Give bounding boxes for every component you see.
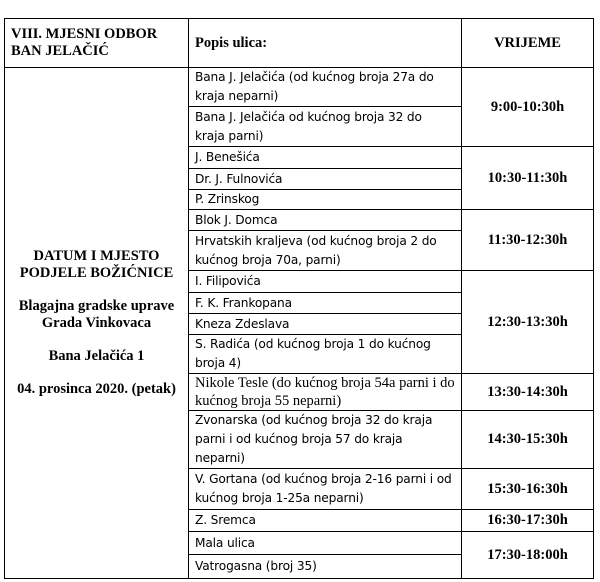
- street-cell: Vatrogasna (broj 35): [189, 555, 462, 579]
- time-cell: 16:30-17:30h: [462, 510, 594, 532]
- streets-header: Popis ulica:: [189, 19, 462, 68]
- street-cell: Bana J. Jelačića od kućnog broja 32 do kraja parni): [189, 107, 462, 147]
- street-cell: F. K. Frankopana: [189, 293, 462, 314]
- time-cell: 17:30-18:00h: [462, 532, 594, 579]
- header-row: [5, 19, 594, 68]
- table-row: [5, 68, 594, 107]
- street-cell: V. Gortana (od kućnog broja 2-16 parni i od kućnog broja 1-25a neparni): [189, 469, 462, 510]
- street-cell: P. Zrinskog: [189, 190, 462, 210]
- time-header: VRIJEME: [462, 19, 594, 68]
- info-address: Bana Jelačića 1: [48, 348, 145, 364]
- street-cell: S. Radića (od kućnog broja 1 do kućnog broja 4): [189, 335, 462, 374]
- info-date: 04. prosinca 2020. (petak): [17, 381, 176, 397]
- street-cell: Mala ulica: [189, 532, 462, 555]
- street-cell: J. Benešića: [189, 147, 462, 169]
- street-cell: Bana J. Jelačića (od kućnog broja 27a do kraja neparni): [189, 68, 462, 107]
- street-cell: I. Filipovića: [189, 271, 462, 293]
- distribution-info-cell: [5, 68, 189, 579]
- street-cell: Blok J. Domca: [189, 210, 462, 231]
- info-title: DATUM I MJESTO PODJELE BOŽIĆNICE: [19, 248, 174, 281]
- time-cell: 15:30-16:30h: [462, 469, 594, 510]
- street-cell: Kneza Zdeslava: [189, 314, 462, 335]
- time-cell: 9:00-10:30h: [462, 68, 594, 147]
- street-cell: Dr. J. Fulnovića: [189, 169, 462, 190]
- street-cell: Hrvatskih kraljeva (od kućnog broja 2 do kućnog broja 70a, parni): [189, 231, 462, 271]
- street-cell: Nikole Tesle (do kućnog broja 54a parni i do kućnog broja 55 neparni): [189, 374, 462, 411]
- time-cell: 10:30-11:30h: [462, 147, 594, 210]
- time-cell: 12:30-13:30h: [462, 271, 594, 374]
- district-header: VIII. MJESNI ODBOR BAN JELAČIĆ: [5, 19, 189, 68]
- time-cell: 13:30-14:30h: [462, 374, 594, 411]
- schedule-table: [4, 18, 594, 579]
- street-cell: Zvonarska (od kućnog broja 32 do kraja parni i od kućnog broja 57 do kraja neparni): [189, 411, 462, 469]
- time-cell: 14:30-15:30h: [462, 411, 594, 469]
- info-location: Blagajna gradske uprave Grada Vinkovaca: [18, 298, 175, 331]
- time-cell: 11:30-12:30h: [462, 210, 594, 271]
- street-cell: Z. Sremca: [189, 510, 462, 532]
